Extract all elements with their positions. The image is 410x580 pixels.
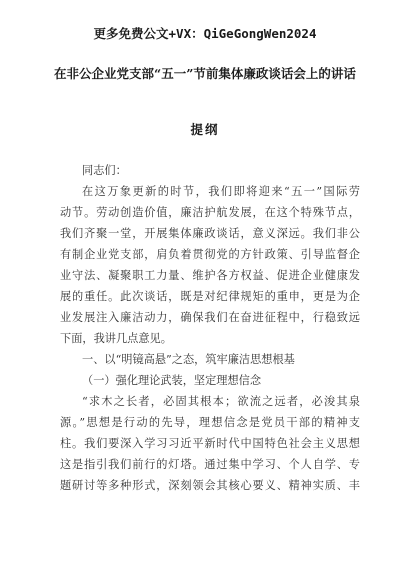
paragraph-line: 业发展注入廉洁动力，确保我们在奋进征程中，行稳致远	[60, 311, 360, 324]
paragraph-line: 有制企业党支部，肩负着贯彻党的方针政策、引导监督企	[60, 248, 360, 261]
outline-heading: 提纲	[190, 122, 220, 137]
paragraph-line: 展的重任。此次谈话，既是对纪律规矩的重申，更是为企	[60, 290, 360, 303]
salutation: 同志们：	[82, 164, 127, 177]
paragraph-line: 在这万象更新的时节，我们即将迎来“五一”国际劳	[82, 185, 360, 198]
subsection-heading: （一）强化理论武装，坚定理想信念	[82, 374, 262, 387]
header-note: 更多免费公文+VX：QiGeGongWen2024	[93, 26, 317, 41]
paragraph-line: 我们齐聚一堂，开展集体廉政谈话，意义深远。我们非公	[60, 227, 360, 240]
paragraph-line: “求木之长者，必固其根本；欲流之远者，必浚其泉	[82, 395, 360, 408]
paragraph-line: 业守法、凝聚职工力量、维护各方权益、促进企业健康发	[60, 269, 360, 282]
section-heading: 一、以“明镜高悬”之态，筑牢廉洁思想根基	[82, 353, 295, 366]
paragraph-line: 源。”思想是行动的先导，理想信念是党员干部的精神支	[60, 416, 360, 429]
paragraph-line: 柱。我们要深入学习习近平新时代中国特色社会主义思想	[60, 437, 360, 450]
paragraph-line: 动节。劳动创造价值，廉洁护航发展，在这个特殊节点，	[60, 206, 360, 219]
document-title: 在非公企业党支部“五一”节前集体廉政谈话会上的讲话	[54, 66, 356, 81]
paragraph-line: 这是指引我们前行的灯塔。通过集中学习、个人自学、专	[60, 458, 360, 471]
paragraph-line: 下面，我讲几点意见。	[60, 332, 172, 345]
document-body	[60, 160, 360, 496]
paragraph-line: 题研讨等多种形式，深刻领会其核心要义、精神实质、丰	[60, 479, 360, 492]
